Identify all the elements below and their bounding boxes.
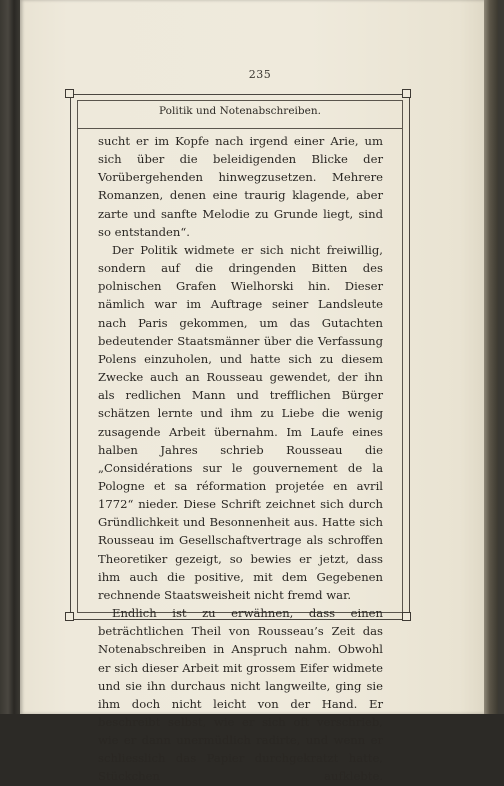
frame-corner-ornament <box>402 612 411 621</box>
paragraph: sucht er im Kopfe nach irgend einer Arie, um sich über die beleidigenden Blicke der Vorübergehenden hinwegzusetzen. Mehrere Romanzen, denen eine traurig klagende, aber zarte und sanfte Melodie zu Grunde liegt, sind so entstanden“. <box>98 134 383 239</box>
running-head: Politik und Notenabschreiben. <box>159 105 321 117</box>
page-number: 235 <box>248 68 272 81</box>
frame-corner-ornament <box>65 612 74 621</box>
paragraph: Endlich ist zu erwähnen, dass einen beträchtlichen Theil von Rousseau’s Zeit das Notenabschreiben in Anspruch nahm. Obwohl er sich dieser Arbeit mit grossem Eifer widmete und sie ihn durchaus nicht langweilte, ging sie ihm doch nicht leicht von der Hand. Er beschreibt selbst, wie er sich oft verschrieb, wie er dann unermüdlich radirte, und wenn er schliesslich das Papier durchgekratzt hatte, Stückchen aufklebte. <box>98 606 383 784</box>
paragraph: Der Politik widmete er sich nicht freiwillig, sondern auf die dringenden Bitten des polnischen Grafen Wielhorski hin. Dieser nämlich war im Auftrage seiner Landsleute nach Paris gekommen, um das Gutachten bedeutender Staatsmänner über die Verfassung Polens einzuholen, und hatte sich zu diesem Zwecke auch an Rousseau gewendet, der ihn als redlichen Mann und trefflichen Bürger schätzen lernte und ihm zu Liebe die wenig zusagende Arbeit übernahm. Im Laufe eines halben Jahres schrieb Rousseau die „Considérations sur le gouvernement de la Pologne et sa réformation projetée en avril 1772“ nieder. Diese Schrift zeichnet sich durch Gründlichkeit und Besonnenheit aus. Hatte sich Rousseau im Gesellschaftvertrage als schroffen Theoretiker gezeigt, so bewies er jetzt, dass ihm auch die positive, mit dem Gegebenen rechnende Staatsweisheit nicht fremd war. <box>98 242 383 602</box>
book-page <box>20 0 498 784</box>
page-edge-shadow <box>484 0 498 714</box>
body-text <box>98 132 383 786</box>
frame-corner-ornament <box>65 89 74 98</box>
header-rule <box>77 128 402 129</box>
frame-corner-ornament <box>402 89 411 98</box>
